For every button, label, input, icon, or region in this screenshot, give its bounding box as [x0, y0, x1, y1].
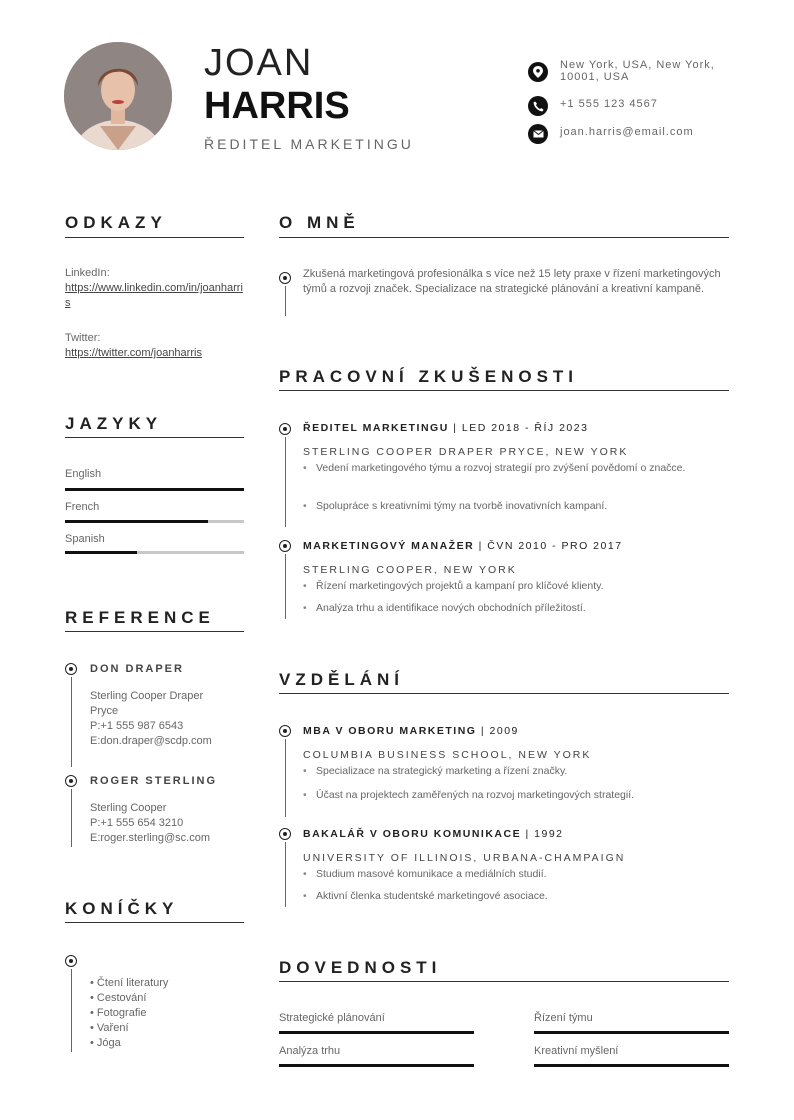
timeline-line [71, 789, 72, 847]
reference-phone: P:+1 555 987 6543 [90, 720, 184, 732]
timeline-dot-icon [279, 272, 291, 284]
location-pin-icon [528, 62, 548, 82]
reference-email: E:roger.sterling@sc.com [90, 832, 210, 844]
skill-level-fill [534, 1031, 729, 1034]
hobby-item: • Fotografie [90, 1007, 147, 1019]
skill-level-bar [279, 1031, 474, 1034]
language-level-fill [65, 520, 208, 523]
reference-company: Sterling Cooper Draper Pryce [90, 690, 204, 717]
reference-name: ROGER STERLING [90, 775, 218, 787]
language-name: English [65, 468, 102, 480]
language-level-fill [65, 488, 244, 491]
job-heading [303, 422, 588, 434]
skill-name: Řízení týmu [534, 1012, 593, 1024]
education-bullet: • Aktivní členka studentské marketingové asociace. [303, 889, 723, 904]
job-company: STERLING COOPER, NEW YORK [303, 564, 517, 576]
experience-title: PRACOVNÍ ZKUŠENOSTI [279, 367, 579, 386]
job-title: ŘEDITEL MARKETINGU [204, 136, 414, 152]
twitter-label: Twitter: [65, 332, 101, 344]
job-dates: | ČVN 2010 - PRO 2017 [474, 540, 623, 552]
timeline-line [285, 739, 286, 817]
experience-rule [279, 390, 729, 391]
skill-name: Kreativní myšlení [534, 1045, 619, 1057]
education-degree: MBA V OBORU MARKETING [303, 725, 477, 737]
references-title: REFERENCE [65, 608, 215, 627]
about-rule [279, 237, 729, 238]
timeline-line [285, 286, 286, 316]
envelope-icon [528, 124, 548, 144]
timeline-dot-icon [279, 540, 291, 552]
education-year: | 2009 [476, 725, 519, 737]
timeline-dot-icon [65, 663, 77, 675]
skill-level-fill [279, 1031, 474, 1034]
timeline-dot-icon [65, 775, 77, 787]
skill-name: Strategické plánování [279, 1012, 385, 1024]
timeline-line [71, 969, 72, 1052]
references-rule [65, 631, 244, 632]
skill-level-bar [534, 1031, 729, 1034]
education-rule [279, 693, 729, 694]
contact-phone [528, 96, 730, 116]
education-degree: BAKALÁŘ V OBORU KOMUNIKACE [303, 828, 522, 840]
education-school: COLUMBIA BUSINESS SCHOOL, NEW YORK [303, 749, 592, 761]
skill-level-bar [279, 1064, 474, 1067]
linkedin-link[interactable]: https://www.linkedin.com/in/joanharris [65, 282, 243, 309]
timeline-dot-icon [279, 725, 291, 737]
job-bullet: • Vedení marketingového týmu a rozvoj strategií pro zvýšení povědomí o značce. [303, 461, 723, 476]
skills-title: DOVEDNOSTI [279, 958, 442, 977]
timeline-dot-icon [279, 828, 291, 840]
education-heading [303, 828, 564, 840]
skill-level-fill [534, 1064, 729, 1067]
job-role: ŘEDITEL MARKETINGU [303, 422, 449, 434]
hobby-item: • Vaření [90, 1022, 129, 1034]
contact-email [528, 124, 730, 144]
reference-name: DON DRAPER [90, 663, 184, 675]
education-title: VZDĚLÁNÍ [279, 670, 404, 689]
phone-icon [528, 96, 548, 116]
email-text: joan.harris@email.com [560, 126, 694, 138]
job-company: STERLING COOPER DRAPER PRYCE, NEW YORK [303, 446, 629, 458]
contact-address [528, 59, 730, 83]
timeline-line [71, 677, 72, 767]
job-bullet: • Analýza trhu a identifikace nových obchodních příležitostí. [303, 601, 723, 616]
first-name: JOAN [204, 42, 314, 84]
linkedin-label: LinkedIn: [65, 267, 110, 279]
job-bullet: • Spolupráce s kreativními týmy na tvorbě inovativních kampaní. [303, 499, 723, 514]
language-level-fill [65, 551, 137, 554]
skill-name: Analýza trhu [279, 1045, 341, 1057]
language-level-bar [65, 488, 244, 491]
job-bullet: • Řízení marketingových projektů a kampaní pro klíčové klienty. [303, 579, 723, 594]
phone-text: +1 555 123 4567 [560, 98, 658, 110]
education-bullet: • Účast na projektech zaměřených na rozvoj marketingových strategií. [303, 788, 723, 803]
reference-phone: P:+1 555 654 3210 [90, 817, 184, 829]
skill-level-fill [279, 1064, 474, 1067]
reference-email: E:don.draper@scdp.com [90, 735, 212, 747]
address-text: New York, USA, New York, 10001, USA [560, 59, 715, 83]
language-level-bar [65, 551, 244, 554]
job-heading [303, 540, 623, 552]
timeline-line [285, 842, 286, 907]
twitter-link[interactable]: https://twitter.com/joanharris [65, 347, 202, 359]
language-level-bar [65, 520, 244, 523]
profile-photo [64, 42, 172, 150]
languages-rule [65, 437, 244, 438]
skills-rule [279, 981, 729, 982]
hobby-item: • Cestování [90, 992, 147, 1004]
links-title: ODKAZY [65, 213, 167, 232]
about-title: O MNĚ [279, 213, 360, 232]
hobbies-title: KONÍČKY [65, 899, 179, 918]
language-name: Spanish [65, 533, 105, 545]
links-rule [65, 237, 244, 238]
reference-company: Sterling Cooper [90, 802, 167, 814]
education-heading [303, 725, 519, 737]
education-year: | 1992 [521, 828, 564, 840]
job-role: MARKETINGOVÝ MANAŽER [303, 540, 475, 552]
about-text: Zkušená marketingová profesionálka s více než 15 lety praxe v řízení marketingových týmů a rozvoji značek. Specializace na strategické plánování a kreativní kampaně. [303, 268, 721, 295]
language-name: French [65, 501, 100, 513]
job-dates: | LED 2018 - ŘÍJ 2023 [448, 422, 589, 434]
education-bullet: • Specializace na strategický marketing a řízení značky. [303, 764, 723, 779]
languages-title: JAZYKY [65, 414, 163, 433]
timeline-line [285, 437, 286, 527]
hobbies-rule [65, 922, 244, 923]
skill-level-bar [534, 1064, 729, 1067]
timeline-line [285, 554, 286, 619]
education-bullet: • Studium masové komunikace a mediálních studií. [303, 867, 723, 882]
timeline-dot-icon [279, 423, 291, 435]
hobby-item: • Čtení literatury [90, 977, 169, 989]
hobby-item: • Jóga [90, 1037, 121, 1049]
education-school: UNIVERSITY OF ILLINOIS, URBANA-CHAMPAIGN [303, 852, 626, 864]
last-name: HARRIS [204, 85, 350, 127]
timeline-dot-icon [65, 955, 77, 967]
